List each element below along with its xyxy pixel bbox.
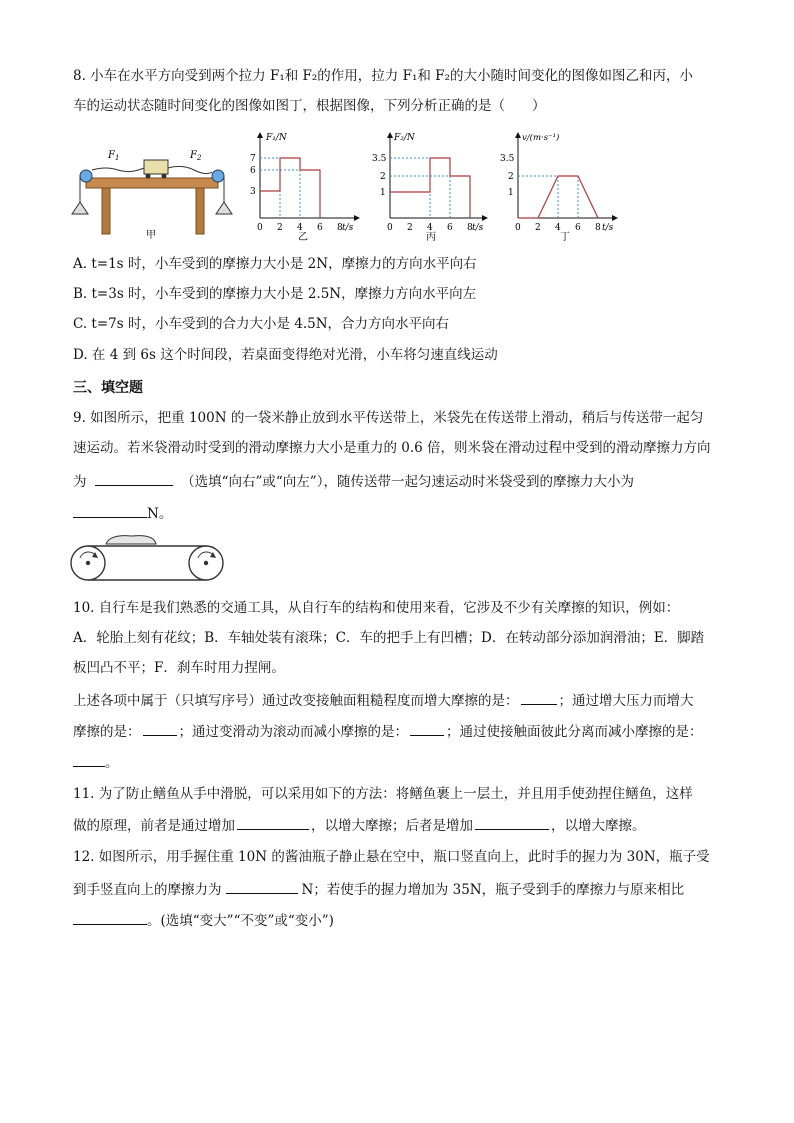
- ding-xtick: 8: [595, 223, 601, 233]
- q9-line3-pre: 为: [73, 474, 87, 490]
- table-leg-right: [196, 188, 204, 234]
- q8-stem-line1: 8. 小车在水平方向受到两个拉力 F₁和 F₂的作用，拉力 F₁和 F₂的大小随时间变化的图像如图乙和丙，小: [73, 68, 693, 84]
- q12-blank-2[interactable]: [73, 910, 147, 925]
- yi-y-title: F₁/N: [266, 133, 287, 143]
- yi-xtick: 6: [317, 223, 323, 233]
- q10-blank-3[interactable]: [410, 721, 444, 736]
- q12-line3-b: 。(选填“变大”“不变”或“变小”): [147, 913, 334, 929]
- pulley-left: [80, 170, 92, 182]
- q12-line3: [73, 910, 334, 931]
- bing-ytick: 1: [380, 188, 386, 198]
- q9-line2: 速运动。若米袋滑动时受到的滑动摩擦力大小是重力的 0.6 倍，则米袋在滑动过程中受到的滑动摩擦力方向: [73, 440, 711, 456]
- pulley-right: [212, 170, 224, 182]
- ding-y-title: v/(m·s⁻¹): [522, 133, 560, 143]
- q10-line6-b: 。: [105, 755, 119, 771]
- q11-line2-b: ，以增大摩擦；后者是增加: [311, 818, 473, 834]
- yi-xtick: 2: [277, 223, 283, 233]
- q12-blank-1[interactable]: [226, 879, 298, 894]
- q9-line1: 9. 如图所示，把重 100N 的一袋米静止放到水平传送带上，米袋先在传送带上滑动，稍后与传送带一起匀: [73, 410, 704, 426]
- q9-blank-2[interactable]: [73, 503, 147, 518]
- ding-x-title: t/s: [602, 223, 614, 233]
- ding-xtick: 4: [555, 223, 561, 233]
- q10-line4-a: 上述各项中属于（只填写序号）通过改变接触面粗糙程度而增大摩擦的是：: [73, 693, 519, 709]
- q10-blank-4[interactable]: [73, 752, 105, 767]
- weight-left: [72, 202, 88, 214]
- q9-line3-post: （选填“向右”或“向左”），随传送带一起匀速运动时米袋受到的摩擦力大小为: [181, 474, 634, 490]
- q10-line5: [73, 721, 703, 742]
- yi-ytick: 6: [250, 166, 256, 176]
- q8-stem-line2: 车的运动状态随时间变化的图像如图丁，根据图像，下列分析正确的是（ ）: [73, 98, 546, 114]
- caption-jia: 甲: [146, 230, 156, 240]
- figure-ding: [498, 130, 626, 242]
- ding-ytick: 1: [508, 188, 514, 198]
- q10-blank-2[interactable]: [143, 721, 177, 736]
- q11-line2-a: 做的原理，前者是通过增加: [73, 818, 235, 834]
- figure-jia: [68, 132, 236, 240]
- rice-bag: [106, 536, 156, 544]
- q11-blank-2[interactable]: [475, 815, 549, 830]
- q12-line1: 12. 如图所示，用手握住重 10N 的酱油瓶子静止悬在空中，瓶口竖直向上，此时手的握力为 30N，瓶子受: [73, 849, 710, 865]
- yi-ytick: 3: [250, 187, 256, 197]
- q8-option-c: C. t=7s 时，小车受到的合力大小是 4.5N，合力方向水平向右: [73, 316, 450, 332]
- q10-line2: A．轮胎上刻有花纹；B．车轴处装有滚珠；C．车的把手上有凹槽；D．在转动部分添加润滑油；E．脚踏: [73, 630, 705, 646]
- bing-xtick: 0: [387, 223, 393, 233]
- cart: [144, 160, 168, 174]
- q9-line4: [73, 503, 172, 524]
- bing-xtick: 4: [427, 223, 433, 233]
- q12-line2: [73, 879, 684, 900]
- ding-ytick: 2: [508, 172, 514, 182]
- bing-xtick: 2: [407, 223, 413, 233]
- weight-right: [216, 202, 232, 214]
- q12-line2-b: N；若使手的握力增加为 35N，瓶子受到手的摩擦力与原来相比: [301, 882, 685, 898]
- bing-y-title: F₂/N: [394, 133, 415, 143]
- caption-ding: 丁: [560, 232, 570, 242]
- q10-line4: [73, 690, 694, 711]
- q11-line1: 11. 为了防止鳝鱼从手中滑脱，可以采用如下的方法：将鳝鱼裹上一层土，并且用手使劲捏住鳝鱼，这样: [73, 786, 693, 802]
- q10-line6: [73, 752, 119, 773]
- yi-xtick: 0: [257, 223, 263, 233]
- yi-xtick: 4: [297, 223, 303, 233]
- q12-line2-a: 到手竖直向上的摩擦力为: [73, 882, 222, 898]
- string-left: [92, 168, 144, 172]
- caption-bing: 丙: [426, 232, 436, 242]
- figure-yi: [244, 130, 362, 242]
- q10-line5-a: 摩擦的是：: [73, 724, 141, 740]
- caption-yi: 乙: [298, 232, 308, 242]
- ding-xtick: 0: [515, 223, 521, 233]
- q10-line5-c: ；通过使接触面彼此分离而减小摩擦的是：: [446, 724, 703, 740]
- q11-line2: [73, 815, 646, 836]
- string-right: [168, 166, 212, 173]
- ding-xtick: 6: [575, 223, 581, 233]
- yi-f1-series: [260, 158, 320, 218]
- table-top: [86, 178, 218, 188]
- bing-x-title: t/s: [472, 223, 484, 233]
- q10-line1: 10. 自行车是我们熟悉的交通工具，从自行车的结构和使用来看，它涉及不少有关摩擦的知识，例如：: [73, 600, 680, 616]
- section-title: 三、填空题: [73, 380, 143, 396]
- q10-line4-b: ；通过增大压力而增大: [558, 693, 694, 709]
- q9-line3: [73, 471, 634, 492]
- table-leg-left: [102, 188, 110, 234]
- q11-line2-c: ，以增大摩擦。: [551, 818, 646, 834]
- ding-ytick: 3.5: [500, 154, 515, 164]
- q10-line3: 板凹凸不平；F．刹车时用力捏闸。: [73, 660, 285, 676]
- yi-ytick: 7: [250, 154, 256, 164]
- q10-line5-b: ；通过变滑动为滚动而减小摩擦的是：: [178, 724, 408, 740]
- conveyor-figure: [70, 528, 224, 586]
- bing-xtick: 6: [447, 223, 453, 233]
- label-f2: $F_2$: [190, 150, 202, 162]
- bing-ytick: 2: [380, 172, 386, 182]
- bing-xtick: 8: [467, 223, 473, 233]
- q9-line4-post: N。: [147, 506, 173, 522]
- bing-f2-series: [390, 158, 470, 218]
- yi-x-title: t/s: [342, 223, 354, 233]
- yi-xtick: 8: [337, 223, 343, 233]
- q10-blank-1[interactable]: [521, 690, 557, 705]
- figure-bing: [370, 130, 488, 242]
- label-f1: $F_1$: [108, 150, 120, 162]
- q8-option-d: D. 在 4 到 6s 这个时间段，若桌面变得绝对光滑，小车将匀速直线运动: [73, 347, 498, 363]
- bing-ytick: 3.5: [372, 154, 387, 164]
- q11-blank-1[interactable]: [237, 815, 309, 830]
- q8-option-b: B. t=3s 时，小车受到的摩擦力大小是 2.5N，摩擦力方向水平向左: [73, 286, 477, 302]
- q9-blank-1[interactable]: [95, 471, 173, 486]
- q8-option-a: A. t=1s 时，小车受到的摩擦力大小是 2N，摩擦力的方向水平向右: [73, 256, 477, 272]
- ding-xtick: 2: [535, 223, 541, 233]
